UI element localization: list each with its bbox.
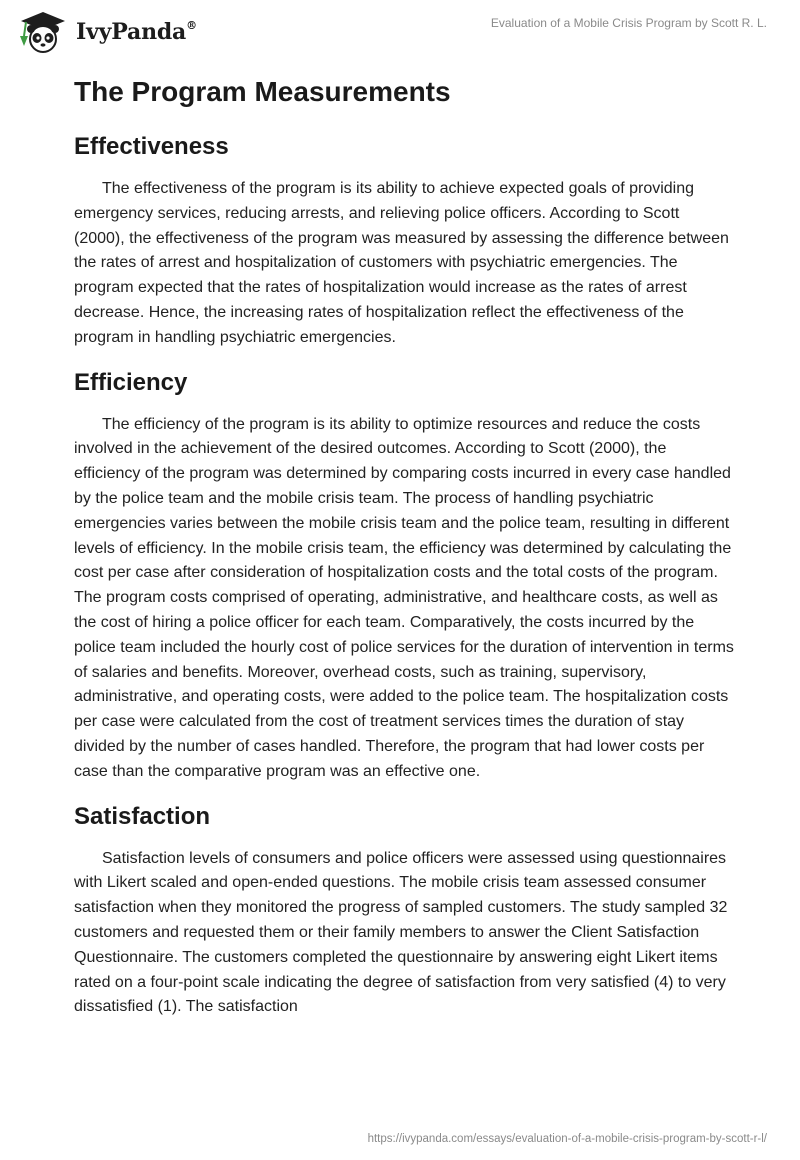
ivypanda-logo[interactable]	[16, 10, 197, 54]
page-header	[0, 0, 800, 70]
document-title: Evaluation of a Mobile Crisis Program by Scott R. L.	[490, 16, 767, 30]
section-heading-efficiency: Efficiency	[74, 368, 188, 396]
section-paragraph-efficiency: The efficiency of the program is its ability to optimize resources and reduce the costs involved in the achievement of the desired outcomes. According to Scott (2000), the efficiency of the program was determined by comparing costs incurred in every case handled by the police team and the mobile crisis team. The process of handling psychiatric emergencies varies between the mobile crisis team and the police team, resulting in different levels of efficiency. In the mobile crisis team, the efficiency was determined by calculating the cost per case after consideration of hospitalization costs and the total costs of the program. The program costs comprised of operating, administrative, and healthcare costs, as well as the cost of hiring a police officer for each team. Comparatively, the costs incurred by the police team included the hourly cost of police services for the duration of intervention in terms of salaries and benefits. Moreover, overhead costs, such as training, supervisory, administrative, and operating costs, were added to the police team. The hospitalization costs per case were calculated from the cost of treatment services times the duration of stay divided by the number of cases handled. Therefore, the program that had lower costs per case than the comparative program was an effective one.	[74, 415, 734, 780]
section-paragraph-effectiveness: The effectiveness of the program is its ability to achieve expected goals of providing emergency services, reducing arrests, and relieving police officers. According to Scott (2000), the effectiveness of the program was measured by assessing the difference between the rates of arrest and hospitalization of customers with psychiatric emergencies. The program expected that the rates of hospitalization would increase as the rates of arrest decrease. Hence, the increasing rates of hospitalization reflect the effectiveness of the program in handling psychiatric emergencies.	[74, 180, 729, 346]
article-content	[74, 70, 734, 1020]
section-paragraph-satisfaction: Satisfaction levels of consumers and police officers were assessed using questionnaires with Likert scaled and open-ended questions. The mobile crisis team assessed consumer satisfaction when they monitored the progress of sampled customers. The study sampled 32 customers and requested them or their family members to answer the Client Satisfaction Questionnaire. The customers completed the questionnaire by answering eight Likert items rated on a four-point scale indicating the degree of satisfaction from very satisfied (4) to very dissatisfied (1). The satisfaction	[74, 849, 728, 1016]
brand-name: IvyPanda®	[76, 18, 197, 45]
panda-graduate-icon	[16, 10, 70, 54]
source-url[interactable]: https://ivypanda.com/essays/evaluation-of-a-mobile-crisis-program-by-scott-r-l/	[367, 1133, 767, 1145]
section-heading-effectiveness: Effectiveness	[74, 133, 229, 160]
registered-mark: ®	[186, 18, 197, 32]
section-heading-satisfaction: Satisfaction	[74, 802, 211, 830]
page-title: The Program Measurements	[74, 76, 451, 107]
